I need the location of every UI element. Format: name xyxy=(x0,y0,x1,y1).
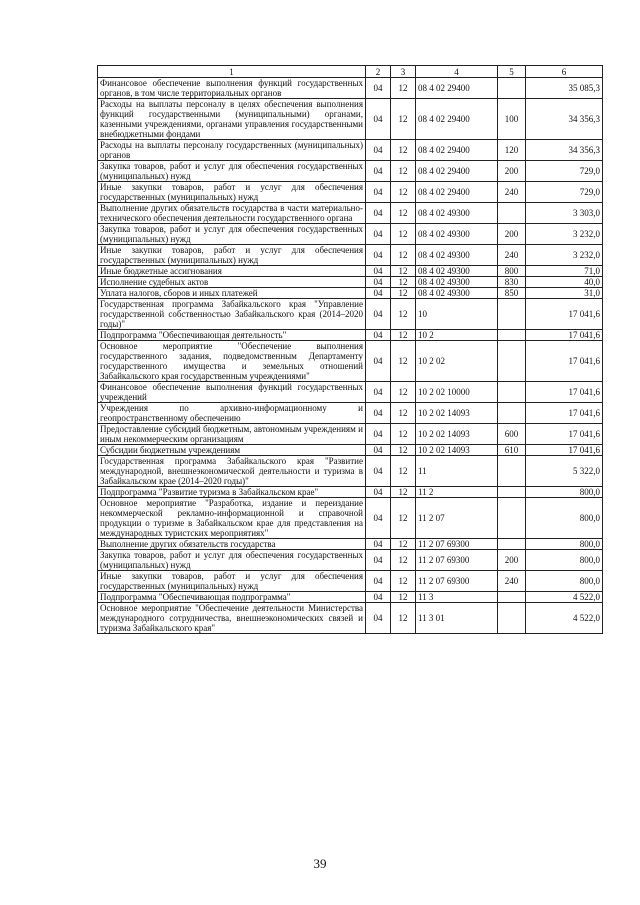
row-name-cell: Выполнение других обязательств государства xyxy=(98,539,366,550)
row-name-cell: Предоставление субсидий бюджетным, автономным учреждениям и иным некоммерческим организациям xyxy=(98,424,366,445)
row-section-cell: 04 xyxy=(366,277,391,288)
row-subsection-cell: 12 xyxy=(391,245,416,266)
table-row xyxy=(98,424,603,445)
row-subsection-cell: 12 xyxy=(391,341,416,382)
row-amount-cell: 800,0 xyxy=(526,550,603,571)
table-row xyxy=(98,161,603,182)
table-row xyxy=(98,277,603,288)
table-body xyxy=(98,78,603,634)
row-target-article-cell: 10 xyxy=(416,299,498,330)
row-subsection-cell: 12 xyxy=(391,445,416,456)
row-amount-cell: 729,0 xyxy=(526,161,603,182)
row-expense-type-cell: 600 xyxy=(498,424,526,445)
row-expense-type-cell xyxy=(498,299,526,330)
header-col-amount: 6 xyxy=(526,66,603,78)
row-expense-type-cell xyxy=(498,203,526,224)
row-expense-type-cell xyxy=(498,341,526,382)
row-section-cell: 04 xyxy=(366,245,391,266)
row-name-cell: Закупка товаров, работ и услуг для обеспечения государственных (муниципальных) нужд xyxy=(98,161,366,182)
table-row xyxy=(98,203,603,224)
table-row xyxy=(98,382,603,403)
table-row xyxy=(98,182,603,203)
row-subsection-cell: 12 xyxy=(391,288,416,299)
row-name-cell: Иные закупки товаров, работ и услуг для обеспечения государственных (муниципальных) нужд xyxy=(98,571,366,592)
budget-table xyxy=(97,65,603,634)
row-name-cell: Финансовое обеспечение выполнения функций государственных учреждений xyxy=(98,382,366,403)
row-target-article-cell: 10 2 02 10000 xyxy=(416,382,498,403)
row-section-cell: 04 xyxy=(366,266,391,277)
row-section-cell: 04 xyxy=(366,498,391,539)
row-amount-cell: 3 232,0 xyxy=(526,224,603,245)
row-expense-type-cell xyxy=(498,382,526,403)
row-subsection-cell: 12 xyxy=(391,456,416,487)
row-amount-cell: 40,0 xyxy=(526,277,603,288)
row-section-cell: 04 xyxy=(366,203,391,224)
row-name-cell: Уплата налогов, сборов и иных платежей xyxy=(98,288,366,299)
row-expense-type-cell xyxy=(498,78,526,99)
table-row xyxy=(98,539,603,550)
row-expense-type-cell xyxy=(498,592,526,603)
row-target-article-cell: 08 4 02 29400 xyxy=(416,99,498,140)
row-name-cell: Расходы на выплаты персоналу в целях обеспечения выполнения функций государственными (муниципальными) органами, казенными учреждениями, органами управления государственными внебюджетными фондами xyxy=(98,99,366,140)
row-target-article-cell: 08 4 02 49300 xyxy=(416,245,498,266)
row-name-cell: Иные бюджетные ассигнования xyxy=(98,266,366,277)
row-expense-type-cell: 120 xyxy=(498,140,526,161)
row-amount-cell: 34 356,3 xyxy=(526,99,603,140)
row-section-cell: 04 xyxy=(366,603,391,634)
row-target-article-cell: 10 2 02 xyxy=(416,341,498,382)
row-section-cell: 04 xyxy=(366,424,391,445)
row-expense-type-cell: 850 xyxy=(498,288,526,299)
table-row xyxy=(98,78,603,99)
row-section-cell: 04 xyxy=(366,445,391,456)
table-row xyxy=(98,245,603,266)
row-target-article-cell: 11 2 07 69300 xyxy=(416,571,498,592)
row-expense-type-cell: 200 xyxy=(498,161,526,182)
row-expense-type-cell xyxy=(498,487,526,498)
table-row xyxy=(98,445,603,456)
row-expense-type-cell: 200 xyxy=(498,224,526,245)
row-subsection-cell: 12 xyxy=(391,603,416,634)
row-amount-cell: 17 041,6 xyxy=(526,299,603,330)
row-section-cell: 04 xyxy=(366,330,391,341)
table-row xyxy=(98,224,603,245)
row-target-article-cell: 10 2 xyxy=(416,330,498,341)
row-section-cell: 04 xyxy=(366,78,391,99)
row-subsection-cell: 12 xyxy=(391,571,416,592)
row-section-cell: 04 xyxy=(366,299,391,330)
row-expense-type-cell: 830 xyxy=(498,277,526,288)
row-expense-type-cell xyxy=(498,456,526,487)
table-row xyxy=(98,403,603,424)
row-section-cell: 04 xyxy=(366,140,391,161)
row-target-article-cell: 10 2 02 14093 xyxy=(416,403,498,424)
table-header xyxy=(98,66,603,78)
table-row xyxy=(98,341,603,382)
row-name-cell: Исполнение судебных актов xyxy=(98,277,366,288)
row-amount-cell: 3 303,0 xyxy=(526,203,603,224)
row-section-cell: 04 xyxy=(366,539,391,550)
row-target-article-cell: 11 xyxy=(416,456,498,487)
row-subsection-cell: 12 xyxy=(391,299,416,330)
row-subsection-cell: 12 xyxy=(391,182,416,203)
row-subsection-cell: 12 xyxy=(391,99,416,140)
row-name-cell: Основное мероприятие "Разработка, издание и переиздание некоммерческой рекламно-информационной и справочной продукции о туризме в Забайкальском крае для представления на международных туристских мероприятиях" xyxy=(98,498,366,539)
row-expense-type-cell xyxy=(498,403,526,424)
row-subsection-cell: 12 xyxy=(391,140,416,161)
row-subsection-cell: 12 xyxy=(391,277,416,288)
row-subsection-cell: 12 xyxy=(391,78,416,99)
row-name-cell: Иные закупки товаров, работ и услуг для обеспечения государственных (муниципальных) нужд xyxy=(98,182,366,203)
row-section-cell: 04 xyxy=(366,224,391,245)
row-target-article-cell: 08 4 02 29400 xyxy=(416,182,498,203)
row-expense-type-cell: 240 xyxy=(498,182,526,203)
row-amount-cell: 17 041,6 xyxy=(526,403,603,424)
row-name-cell: Расходы на выплаты персоналу государственных (муниципальных) органов xyxy=(98,140,366,161)
row-target-article-cell: 11 3 xyxy=(416,592,498,603)
row-subsection-cell: 12 xyxy=(391,498,416,539)
row-name-cell: Финансовое обеспечение выполнения функций государственных органов, в том числе территориальных органов xyxy=(98,78,366,99)
table-row xyxy=(98,487,603,498)
row-name-cell: Основное мероприятие "Обеспечение деятельности Министерства международного сотрудничества, внешнеэкономических связей и туризма Забайкальского края" xyxy=(98,603,366,634)
table-row xyxy=(98,330,603,341)
row-name-cell: Подпрограмма "Развитие туризма в Забайкальском крае" xyxy=(98,487,366,498)
row-expense-type-cell xyxy=(498,603,526,634)
row-section-cell: 04 xyxy=(366,456,391,487)
row-name-cell: Учреждения по архивно-информационному и геопространственному обеспечению xyxy=(98,403,366,424)
row-amount-cell: 800,0 xyxy=(526,571,603,592)
row-subsection-cell: 12 xyxy=(391,224,416,245)
table-row xyxy=(98,571,603,592)
row-name-cell: Подпрограмма "Обеспечивающая подпрограмма" xyxy=(98,592,366,603)
row-amount-cell: 800,0 xyxy=(526,487,603,498)
row-section-cell: 04 xyxy=(366,288,391,299)
table-row xyxy=(98,266,603,277)
row-amount-cell: 17 041,6 xyxy=(526,341,603,382)
header-col-section: 2 xyxy=(366,66,391,78)
row-target-article-cell: 11 2 07 69300 xyxy=(416,550,498,571)
row-subsection-cell: 12 xyxy=(391,203,416,224)
row-amount-cell: 4 522,0 xyxy=(526,592,603,603)
row-subsection-cell: 12 xyxy=(391,539,416,550)
row-amount-cell: 5 322,0 xyxy=(526,456,603,487)
row-section-cell: 04 xyxy=(366,341,391,382)
row-subsection-cell: 12 xyxy=(391,330,416,341)
row-expense-type-cell: 240 xyxy=(498,245,526,266)
row-target-article-cell: 11 3 01 xyxy=(416,603,498,634)
row-name-cell: Выполнение других обязательств государства в части материально-технического обеспечения деятельности государственного органа xyxy=(98,203,366,224)
row-target-article-cell: 10 2 02 14093 xyxy=(416,445,498,456)
row-subsection-cell: 12 xyxy=(391,487,416,498)
table-row xyxy=(98,299,603,330)
row-target-article-cell: 11 2 xyxy=(416,487,498,498)
page-number: 39 xyxy=(313,856,327,871)
row-expense-type-cell: 240 xyxy=(498,571,526,592)
row-name-cell: Основное мероприятие "Обеспечение выполнения государственного задания, подведомственным Департаменту государственного имущества и земельных отношений Забайкальского края государственным учреждениями" xyxy=(98,341,366,382)
row-name-cell: Закупка товаров, работ и услуг для обеспечения государственных (муниципальных) нужд xyxy=(98,550,366,571)
row-section-cell: 04 xyxy=(366,571,391,592)
row-amount-cell: 729,0 xyxy=(526,182,603,203)
row-name-cell: Подпрограмма "Обеспечивающая деятельность" xyxy=(98,330,366,341)
row-name-cell: Закупка товаров, работ и услуг для обеспечения государственных (муниципальных) нужд xyxy=(98,224,366,245)
table-row xyxy=(98,288,603,299)
row-section-cell: 04 xyxy=(366,403,391,424)
row-subsection-cell: 12 xyxy=(391,550,416,571)
row-name-cell: Субсидии бюджетным учреждениям xyxy=(98,445,366,456)
row-target-article-cell: 08 4 02 29400 xyxy=(416,161,498,182)
row-target-article-cell: 08 4 02 49300 xyxy=(416,277,498,288)
row-target-article-cell: 08 4 02 49300 xyxy=(416,266,498,277)
row-target-article-cell: 10 2 02 14093 xyxy=(416,424,498,445)
row-amount-cell: 3 232,0 xyxy=(526,245,603,266)
row-target-article-cell: 08 4 02 29400 xyxy=(416,140,498,161)
row-amount-cell: 34 356,3 xyxy=(526,140,603,161)
row-target-article-cell: 11 2 07 69300 xyxy=(416,539,498,550)
row-expense-type-cell: 610 xyxy=(498,445,526,456)
row-target-article-cell: 11 2 07 xyxy=(416,498,498,539)
table-row xyxy=(98,498,603,539)
table-row xyxy=(98,456,603,487)
row-expense-type-cell xyxy=(498,330,526,341)
row-target-article-cell: 08 4 02 49300 xyxy=(416,224,498,245)
header-col-target-article: 4 xyxy=(416,66,498,78)
row-amount-cell: 31,0 xyxy=(526,288,603,299)
row-amount-cell: 17 041,6 xyxy=(526,330,603,341)
row-amount-cell: 17 041,6 xyxy=(526,445,603,456)
row-subsection-cell: 12 xyxy=(391,403,416,424)
header-col-subsection: 3 xyxy=(391,66,416,78)
row-amount-cell: 71,0 xyxy=(526,266,603,277)
row-section-cell: 04 xyxy=(366,550,391,571)
row-expense-type-cell: 200 xyxy=(498,550,526,571)
row-expense-type-cell: 100 xyxy=(498,99,526,140)
row-amount-cell: 800,0 xyxy=(526,498,603,539)
row-amount-cell: 4 522,0 xyxy=(526,603,603,634)
row-amount-cell: 800,0 xyxy=(526,539,603,550)
row-amount-cell: 17 041,6 xyxy=(526,424,603,445)
row-expense-type-cell xyxy=(498,539,526,550)
row-amount-cell: 17 041,6 xyxy=(526,382,603,403)
row-name-cell: Государственная программа Забайкальского края "Развитие международной, внешнеэкономической деятельности и туризма в Забайкальском крае (2014–2020 годы)" xyxy=(98,456,366,487)
row-expense-type-cell: 800 xyxy=(498,266,526,277)
row-target-article-cell: 08 4 02 29400 xyxy=(416,78,498,99)
row-subsection-cell: 12 xyxy=(391,266,416,277)
table-row xyxy=(98,140,603,161)
row-section-cell: 04 xyxy=(366,487,391,498)
header-col-expense-type: 5 xyxy=(498,66,526,78)
table-row xyxy=(98,603,603,634)
row-section-cell: 04 xyxy=(366,99,391,140)
table-row xyxy=(98,550,603,571)
row-expense-type-cell xyxy=(498,498,526,539)
header-col-name: 1 xyxy=(98,66,366,78)
table-row xyxy=(98,592,603,603)
row-subsection-cell: 12 xyxy=(391,161,416,182)
row-section-cell: 04 xyxy=(366,382,391,403)
row-target-article-cell: 08 4 02 49300 xyxy=(416,288,498,299)
row-target-article-cell: 08 4 02 49300 xyxy=(416,203,498,224)
table-row xyxy=(98,99,603,140)
row-section-cell: 04 xyxy=(366,161,391,182)
row-subsection-cell: 12 xyxy=(391,382,416,403)
row-section-cell: 04 xyxy=(366,592,391,603)
row-name-cell: Иные закупки товаров, работ и услуг для обеспечения государственных (муниципальных) нужд xyxy=(98,245,366,266)
header-row xyxy=(98,66,603,78)
row-section-cell: 04 xyxy=(366,182,391,203)
row-subsection-cell: 12 xyxy=(391,424,416,445)
row-name-cell: Государственная программа Забайкальского края "Управление государственной собственностью Забайкальского края (2014–2020 годы)" xyxy=(98,299,366,330)
row-amount-cell: 35 085,3 xyxy=(526,78,603,99)
row-subsection-cell: 12 xyxy=(391,592,416,603)
